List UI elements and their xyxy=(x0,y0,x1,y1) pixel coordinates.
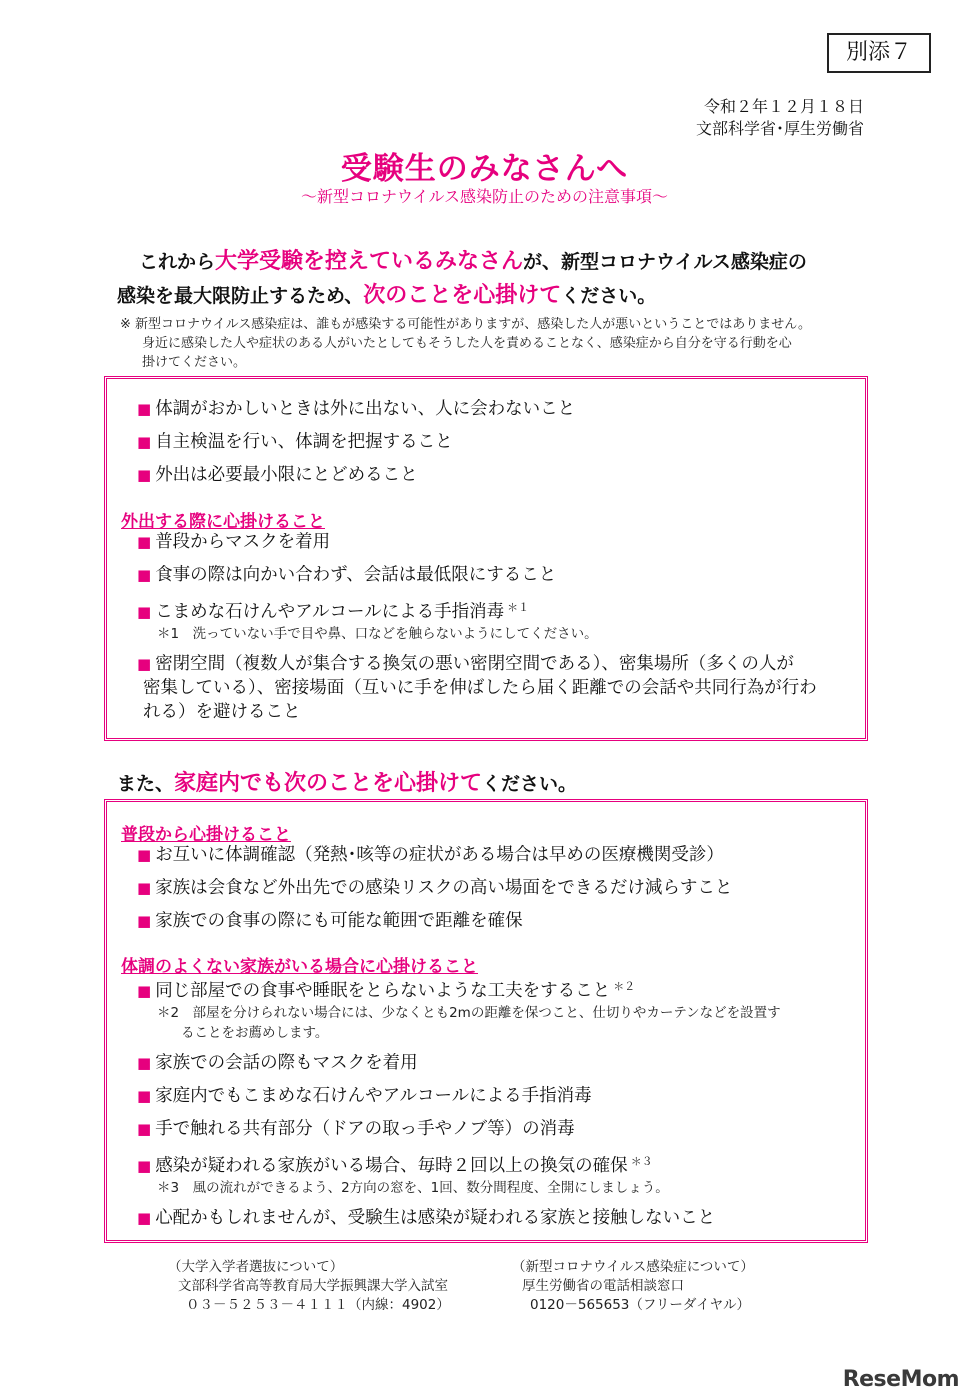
unwell-list xyxy=(137,975,852,1230)
list-item-text: 食事の際は向かい合わず、会話は最低限にすること xyxy=(155,565,557,585)
page-subtitle: ～新型コロナウイルス感染防止のための注意事項～ xyxy=(300,187,669,206)
list-item-text: 体調がおかしいときは外に出ない、人に会わないこと xyxy=(155,399,576,419)
list-item xyxy=(137,876,847,909)
usual-list xyxy=(137,843,847,942)
list-item xyxy=(137,1117,852,1150)
lead-line-1 xyxy=(117,245,877,279)
bullet-icon: ■ xyxy=(137,1087,152,1105)
bullet-icon: ■ xyxy=(137,1120,152,1138)
document-date: 令和２年１２月１８日 xyxy=(703,97,864,116)
bullet-icon: ■ xyxy=(137,400,152,418)
list-item-text: こまめな石けんやアルコールによる手指消毒 xyxy=(155,602,505,622)
list-item-text: 同じ部屋での食事や睡眠をとらないような工夫をすること xyxy=(155,981,611,1001)
bullet-icon: ■ xyxy=(137,879,152,897)
contact-phone: 0120－565653（フリーダイヤル） xyxy=(530,1297,750,1313)
list-item-text: 外出は必要最小限にとどめること xyxy=(155,465,418,485)
issuer: 文部科学省･厚生労働省 xyxy=(695,119,864,138)
bullet-icon: ■ xyxy=(137,1157,152,1175)
bullet-icon: ■ xyxy=(137,603,152,621)
lead-text xyxy=(117,245,877,313)
home-lead-highlight: 家庭内でも次のことを心掛けて xyxy=(174,771,483,796)
list-item-text: 家庭内でもこまめな石けんやアルコールによる手指消毒 xyxy=(155,1086,592,1106)
list-item xyxy=(137,397,837,430)
home-lead-part: ください。 xyxy=(482,773,578,795)
contact-phone: ０３－５２５３－４１１１（内線：4902） xyxy=(186,1297,450,1313)
list-item xyxy=(137,975,852,1003)
note-line: ※ 新型コロナウイルス感染症は、誰もが感染する可能性がありますが、感染した人が悪いということではありません。 xyxy=(120,317,812,332)
list-item-text: 感染が疑われる家族がいる場合、毎時２回以上の換気の確保 xyxy=(155,1156,628,1176)
bullet-icon: ■ xyxy=(137,655,152,673)
list-item-continuation: れる）を避けること xyxy=(143,702,301,722)
list-item-text: 心配かもしれませんが、受験生は感染が疑われる家族と接触しないこと xyxy=(155,1208,716,1228)
usual-heading: 普段から心掛けること xyxy=(121,825,291,845)
list-item xyxy=(137,1150,852,1178)
bullet-icon: ■ xyxy=(137,982,152,1000)
bullet-icon: ■ xyxy=(137,533,152,551)
list-item xyxy=(137,530,847,563)
list-item xyxy=(137,652,847,676)
footnote-3: ＊3 風の流れができるよう、2方向の窓を、1回、数分間程度、全開にしましょう。 xyxy=(157,1180,669,1196)
going-out-list xyxy=(137,530,847,724)
lead-highlight: 次のことを心掛けて xyxy=(363,283,562,308)
list-item xyxy=(137,463,837,496)
bullet-icon: ■ xyxy=(137,566,152,584)
list-item-text: 家族での食事の際にも可能な範囲で距離を確保 xyxy=(155,911,523,931)
list-item-continuation: 密集している）、密接場面（互いに手を伸ばしたら届く距離での会話や共同行為が行わ xyxy=(143,678,817,698)
list-item xyxy=(137,1084,852,1117)
list-item xyxy=(137,430,837,463)
list-item xyxy=(137,909,847,942)
contact-heading: （新型コロナウイルス感染症について） xyxy=(512,1259,754,1275)
contact-office: 文部科学省高等教育局大学振興課大学入試室 xyxy=(178,1278,448,1294)
list-item xyxy=(137,1051,852,1084)
list-item-text: 自主検温を行い、体調を把握すること xyxy=(155,432,453,452)
list-item xyxy=(137,563,847,596)
list-item xyxy=(137,596,847,624)
list-item-text: 家族は会食など外出先での感染リスクの高い場面をできるだけ減らすこと xyxy=(155,878,733,898)
lead-text-part: 感染を最大限防止するため、 xyxy=(117,285,364,307)
bullet-icon: ■ xyxy=(137,1209,152,1227)
contact-left xyxy=(168,1258,450,1315)
lead-text-part: が、新型コロナウイルス感染症の xyxy=(523,251,807,273)
lead-line-2 xyxy=(117,279,877,313)
contact-heading: （大学入学者選抜について） xyxy=(168,1259,344,1275)
list-item xyxy=(137,843,847,876)
footnote-1: ＊1 洗っていない手で目や鼻、口などを触らないようにしてください。 xyxy=(157,626,598,642)
lead-highlight: 大学受験を控えているみなさん xyxy=(215,249,524,274)
list-item-text: お互いに体調確認（発熱･咳等の症状がある場合は早めの医療機関受診） xyxy=(155,845,724,865)
note-line: 身近に感染した人や症状のある人がいたとしてもそうした人を責めることなく、感染症から自分を守る行動を心 xyxy=(142,336,792,351)
resemom-logo: ReseMom xyxy=(842,1367,959,1392)
bullet-icon: ■ xyxy=(137,846,152,864)
bullet-icon: ■ xyxy=(137,433,152,451)
list-item-text: 家族での会話の際もマスクを着用 xyxy=(155,1053,418,1073)
lead-text-part: ください。 xyxy=(561,285,657,307)
home-lead-part: また、 xyxy=(117,773,175,795)
list-item-text: 密閉空間（複数人が集合する換気の悪い密閉空間である）、密集場所（多くの人が xyxy=(155,654,794,674)
unwell-heading: 体調のよくない家族がいる場合に心掛けること xyxy=(121,957,478,977)
going-out-heading: 外出する際に心掛けること xyxy=(121,512,325,532)
bullet-icon: ■ xyxy=(137,912,152,930)
note xyxy=(120,315,860,372)
footnote-2-continuation: ることをお薦めします。 xyxy=(181,1025,329,1041)
footnote-mark: ＊３ xyxy=(630,1155,653,1168)
contact-right xyxy=(512,1258,754,1315)
attachment-label: 別添７ xyxy=(827,33,931,73)
list-item-text: 普段からマスクを着用 xyxy=(155,532,331,552)
bullet-icon: ■ xyxy=(137,466,152,484)
precautions-list xyxy=(137,397,837,496)
page-title: 受験生のみなさんへ xyxy=(340,151,629,187)
home-lead xyxy=(117,767,877,801)
list-item xyxy=(137,1206,852,1230)
note-line: 掛けてください。 xyxy=(142,355,247,370)
footnote-2: ＊2 部屋を分けられない場合には、少なくとも2mの距離を保つこと、仕切りやカーテンなどを設置す xyxy=(157,1005,781,1021)
footnote-mark: ＊２ xyxy=(613,980,636,993)
lead-text-part: これから xyxy=(139,251,216,273)
bullet-icon: ■ xyxy=(137,1054,152,1072)
contact-office: 厚生労働省の電話相談窓口 xyxy=(522,1278,684,1294)
footnote-mark: ＊１ xyxy=(507,601,530,614)
list-item-text: 手で触れる共有部分（ドアの取っ手やノブ等）の消毒 xyxy=(155,1119,575,1139)
